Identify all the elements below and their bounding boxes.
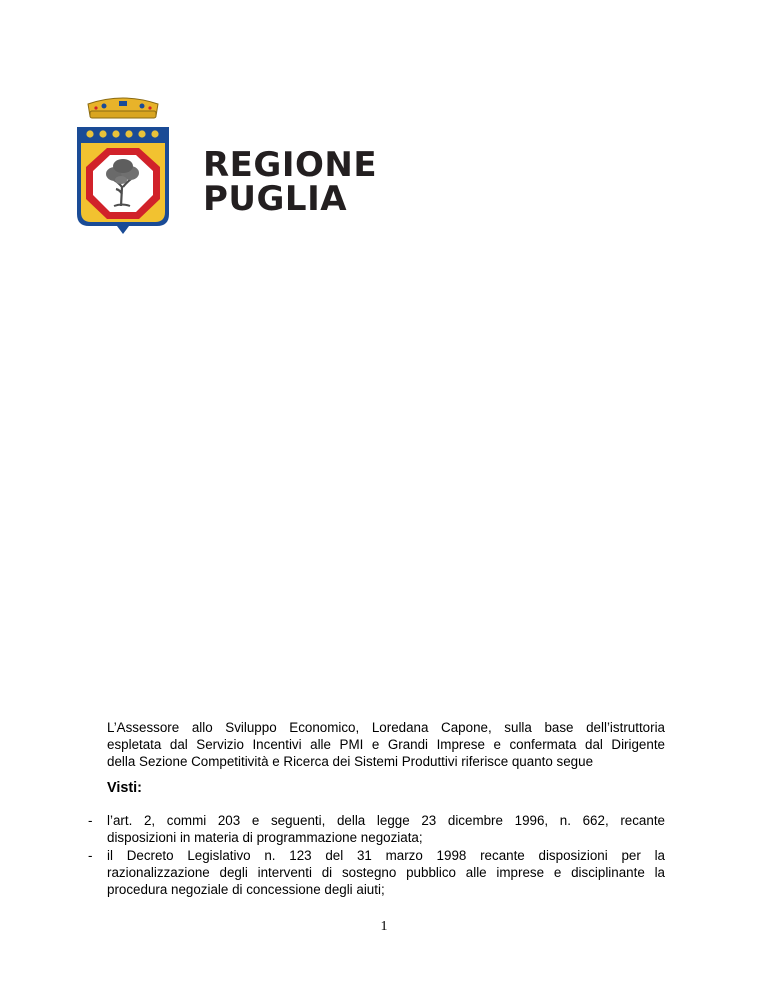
intro-line: della Sezione Competitività e Ricerca dei Sistemi Produttivi riferisce quanto segue (107, 754, 594, 769)
list-item-line: l’art. 2, commi 203 e seguenti, della legge 23 dicembre 1996, n. 662, recante (107, 813, 665, 828)
list-item-line: razionalizzazione degli interventi di sostegno pubblico alle imprese e disciplinante la (107, 865, 665, 880)
list-item-line: disposizioni in materia di programmazione negoziata; (107, 830, 423, 845)
visti-heading: Visti: (107, 780, 142, 796)
list-dash: - (88, 813, 93, 828)
list-item-line: il Decreto Legislativo n. 123 del 31 marzo 1998 recante disposizioni per la (107, 848, 665, 863)
region-name-line2: PUGLIA (203, 179, 348, 219)
intro-paragraph (107, 719, 665, 770)
page-number: 1 (380, 919, 388, 934)
intro-line: espletata dal Servizio Incentivi alle PMI e Grandi Imprese e confermata dal Dirigente (107, 737, 665, 752)
intro-line: L’Assessore allo Sviluppo Economico, Loredana Capone, sulla base dell’istruttoria (107, 720, 665, 735)
list-item-line: procedura negoziale di concessione degli aiuti; (107, 882, 385, 897)
list-dash: - (88, 848, 93, 863)
visti-list (88, 812, 668, 899)
list-item (88, 847, 668, 898)
regione-puglia-logo (74, 94, 172, 236)
region-name-line1: REGIONE (203, 145, 378, 185)
shield-icon (77, 127, 169, 234)
crown-icon (88, 98, 158, 118)
region-name (203, 145, 378, 219)
list-item (88, 812, 668, 846)
